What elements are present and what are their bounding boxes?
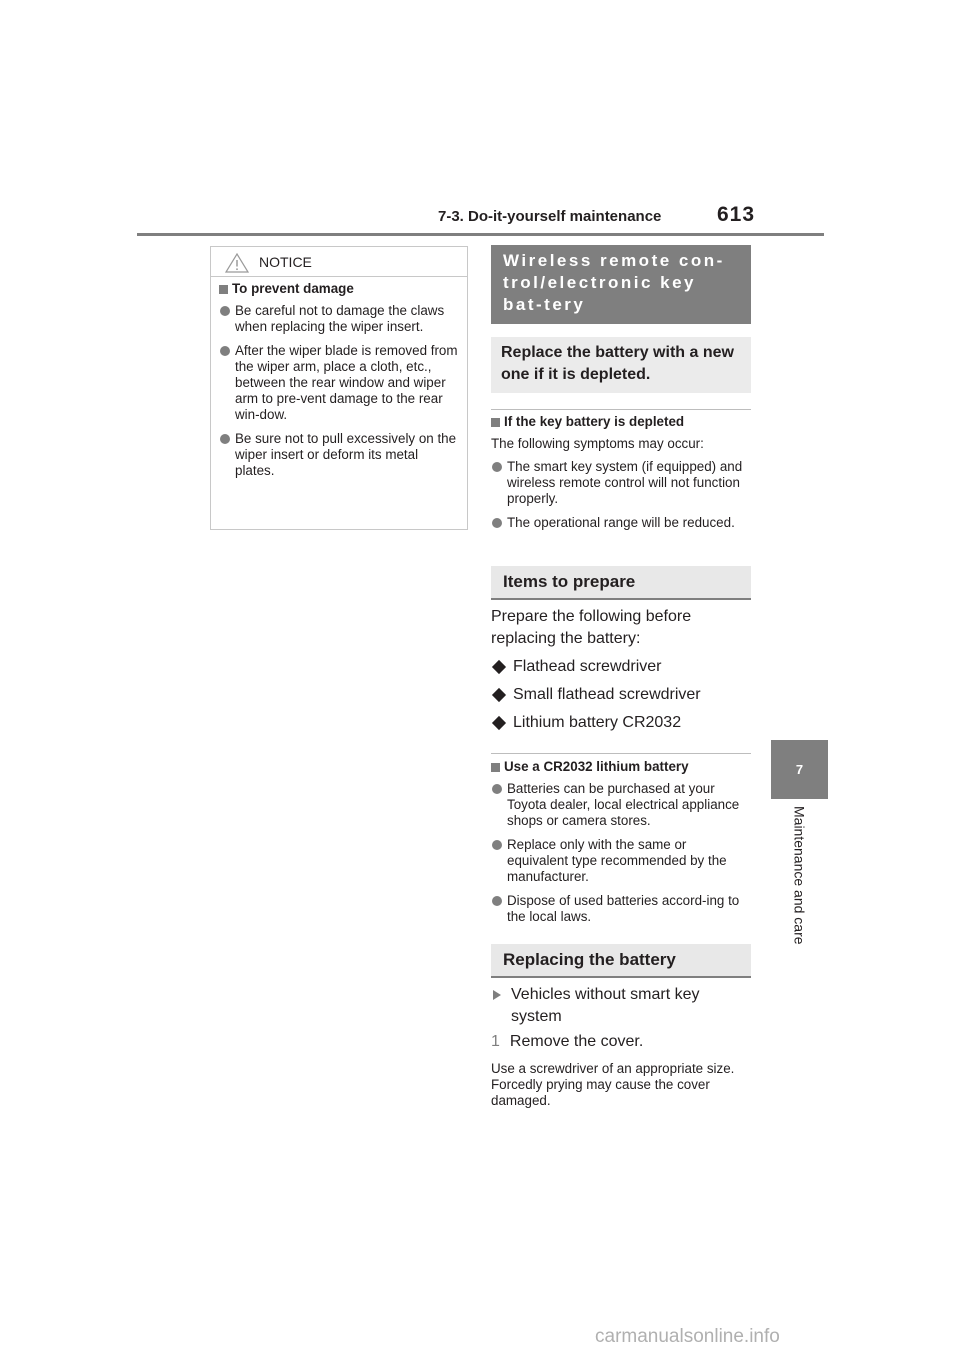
battery-note-heading [491, 759, 751, 775]
header-rule [137, 233, 824, 236]
diamond-bullet-icon [492, 688, 506, 702]
list-item [491, 781, 751, 829]
list-item-text: Flathead screwdriver [513, 658, 662, 675]
list-item-text: Small flathead screwdriver [513, 686, 701, 703]
notice-box [210, 246, 468, 530]
round-bullet-icon [220, 306, 230, 316]
chapter-label: Maintenance and care [791, 806, 808, 945]
step-note: Use a screwdriver of an appropriate size. Forcedly prying may cause the cover damaged. [491, 1061, 735, 1108]
round-bullet-icon [492, 462, 502, 472]
round-bullet-icon [492, 896, 502, 906]
notice-subheading-text: To prevent damage [232, 281, 354, 296]
step-1 [491, 1031, 751, 1053]
list-item-text: Batteries can be purchased at your Toyota dealer, local electrical appliance shops or camera stores. [507, 781, 740, 828]
round-bullet-icon [220, 346, 230, 356]
replacing-condition-text: Vehicles without smart key system [511, 986, 700, 1025]
replacing-heading: Replacing the battery [491, 944, 751, 978]
diamond-bullet-icon [492, 660, 506, 674]
notice-header [211, 247, 467, 277]
square-bullet-icon [491, 418, 500, 427]
list-item-text: Replace only with the same or equivalent type recommended by the manufacturer. [507, 837, 727, 884]
divider [491, 753, 751, 754]
round-bullet-icon [492, 840, 502, 850]
page-number: 613 [717, 203, 756, 226]
watermark: carmanualsonline.info [595, 1326, 780, 1347]
items-lead: Prepare the following before replacing the battery: [491, 608, 692, 647]
warning-triangle-icon [225, 253, 249, 273]
items-to-prepare-heading: Items to prepare [491, 566, 751, 600]
square-bullet-icon [491, 763, 500, 772]
list-item [219, 431, 459, 479]
section-header: 7-3. Do-it-yourself maintenance [438, 208, 662, 225]
list-item [491, 684, 751, 706]
list-item-text: Be careful not to damage the claws when replacing the wiper insert. [235, 303, 445, 334]
list-item-text: The smart key system (if equipped) and wireless remote control will not function properly. [507, 459, 743, 506]
list-item [491, 459, 751, 507]
round-bullet-icon [492, 784, 502, 794]
depleted-lead: The following symptoms may occur: [491, 436, 704, 451]
depleted-heading [491, 414, 751, 430]
list-item-text: Lithium battery CR2032 [513, 714, 682, 731]
list-item [491, 893, 751, 925]
list-item-text: Dispose of used batteries accord-ing to the local laws. [507, 893, 740, 924]
replacing-condition [491, 984, 751, 1028]
depleted-list [491, 459, 751, 539]
step-number: 1 [491, 1033, 500, 1050]
list-item [491, 656, 751, 678]
notice-body [211, 277, 467, 479]
list-item [491, 515, 751, 531]
square-bullet-icon [219, 285, 228, 294]
section-title: Wireless remote con-trol/electronic key bat-tery [491, 245, 751, 324]
chapter-tab [771, 740, 828, 799]
step-text: Remove the cover. [509, 1033, 644, 1050]
list-item-text: The operational range will be reduced. [507, 515, 735, 530]
chapter-number: 7 [795, 762, 804, 777]
round-bullet-icon [220, 434, 230, 444]
list-item [219, 303, 459, 335]
round-bullet-icon [492, 518, 502, 528]
diamond-bullet-icon [492, 716, 506, 730]
divider [491, 409, 751, 410]
list-item [491, 837, 751, 885]
battery-note-list [491, 781, 751, 933]
triangle-bullet-icon [493, 990, 501, 1000]
battery-note-heading-text: Use a CR2032 lithium battery [504, 759, 689, 774]
depleted-heading-text: If the key battery is depleted [504, 414, 685, 429]
list-item [491, 712, 751, 734]
list-item [219, 343, 459, 423]
intro-box: Replace the battery with a new one if it is depleted. [491, 337, 751, 393]
list-item-text: Be sure not to pull excessively on the wiper insert or deform its metal plates. [235, 431, 457, 478]
notice-subheading [219, 281, 459, 297]
notice-title: NOTICE [259, 254, 312, 270]
list-item-text: After the wiper blade is removed from the wiper arm, place a cloth, etc., between the rear window and wiper arm to pre-vent damage to the rear win-dow. [235, 343, 458, 422]
